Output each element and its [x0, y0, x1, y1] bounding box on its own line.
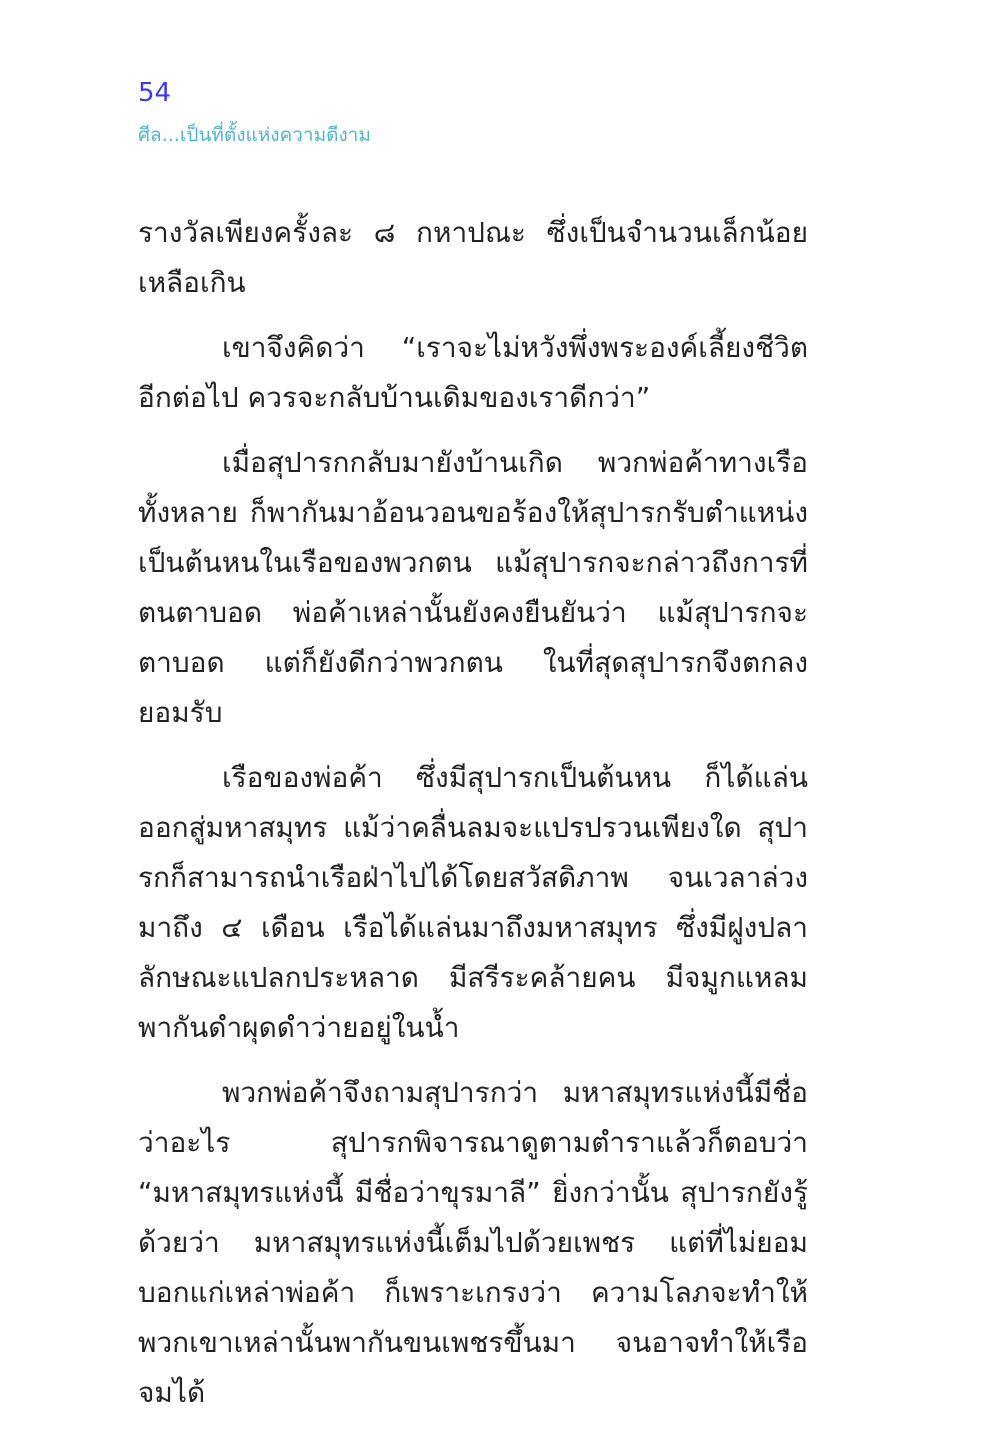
paragraph: เมื่อสุปารกกลับมายังบ้านเกิด พวกพ่อค้าทางเรือทั้งหลาย ก็พากันมาอ้อนวอนขอร้องให้สุปารกรับตำแหน่งเป็นต้นหนในเรือของพวกตน แม้สุปารกจะกล่าวถึงการที่ตนตาบอด พ่อค้าเหล่านั้นยังคงยืนยันว่า แม้สุปารกจะตาบอด แต่ก็ยังดีกว่าพวกตน ในที่สุดสุปารกจึงตกลงยอมรับ — [138, 446, 808, 729]
paragraph: พวกพ่อค้าจึงถามสุปารกว่า มหาสมุทรแห่งนี้มีชื่อว่าอะไร สุปารกพิจารณาดูตามตำราแล้วก็ตอบว่า “มหาสมุทรแห่งนี้ มีชื่อว่าขุรมาลี” ยิ่งกว่านั้น สุปารกยังรู้ด้วยว่า มหาสมุทรแห่งนี้เต็มไปด้วยเพชร แต่ที่ไม่ยอมบอกแก่เหล่าพ่อค้า ก็เพราะเกรงว่า ความโลภจะทำให้พวกเขาเหล่านั้นพากันขนเพชรขึ้นมา จนอาจทำให้เรือจมได้ — [138, 1076, 808, 1409]
paragraph: เรือของพ่อค้า ซึ่งมีสุปารกเป็นต้นหน ก็ได้แล่นออกสู่มหาสมุทร แม้ว่าคลื่นลมจะแปรปรวนเพียงใด สุปารกก็สามารถนำเรือฝ่าไปได้โดยสวัสดิภาพ จนเวลาล่วงมาถึง ๔ เดือน เรือได้แล่นมาถึงมหาสมุทร ซึ่งมีฝูงปลาลักษณะแปลกประหลาด มีสรีระคล้ายคน มีจมูกแหลม พากันดำผุดดำว่ายอยู่ในน้ำ — [138, 761, 808, 1044]
paragraph: เขาจึงคิดว่า “เราจะไม่หวังพึ่งพระองค์เลี้ยงชีวิตอีกต่อไป ควรจะกลับบ้านเดิมของเราดีกว่า” — [138, 331, 808, 414]
running-header: ศีล...เป็นที่ตั้งแห่งความดีงาม — [138, 124, 371, 146]
page-number: 54 — [138, 78, 172, 108]
paragraph: รางวัลเพียงครั้งละ ๘ กหาปณะ ซึ่งเป็นจำนวนเล็กน้อยเหลือเกิน — [138, 216, 808, 299]
body-text — [138, 208, 808, 1433]
